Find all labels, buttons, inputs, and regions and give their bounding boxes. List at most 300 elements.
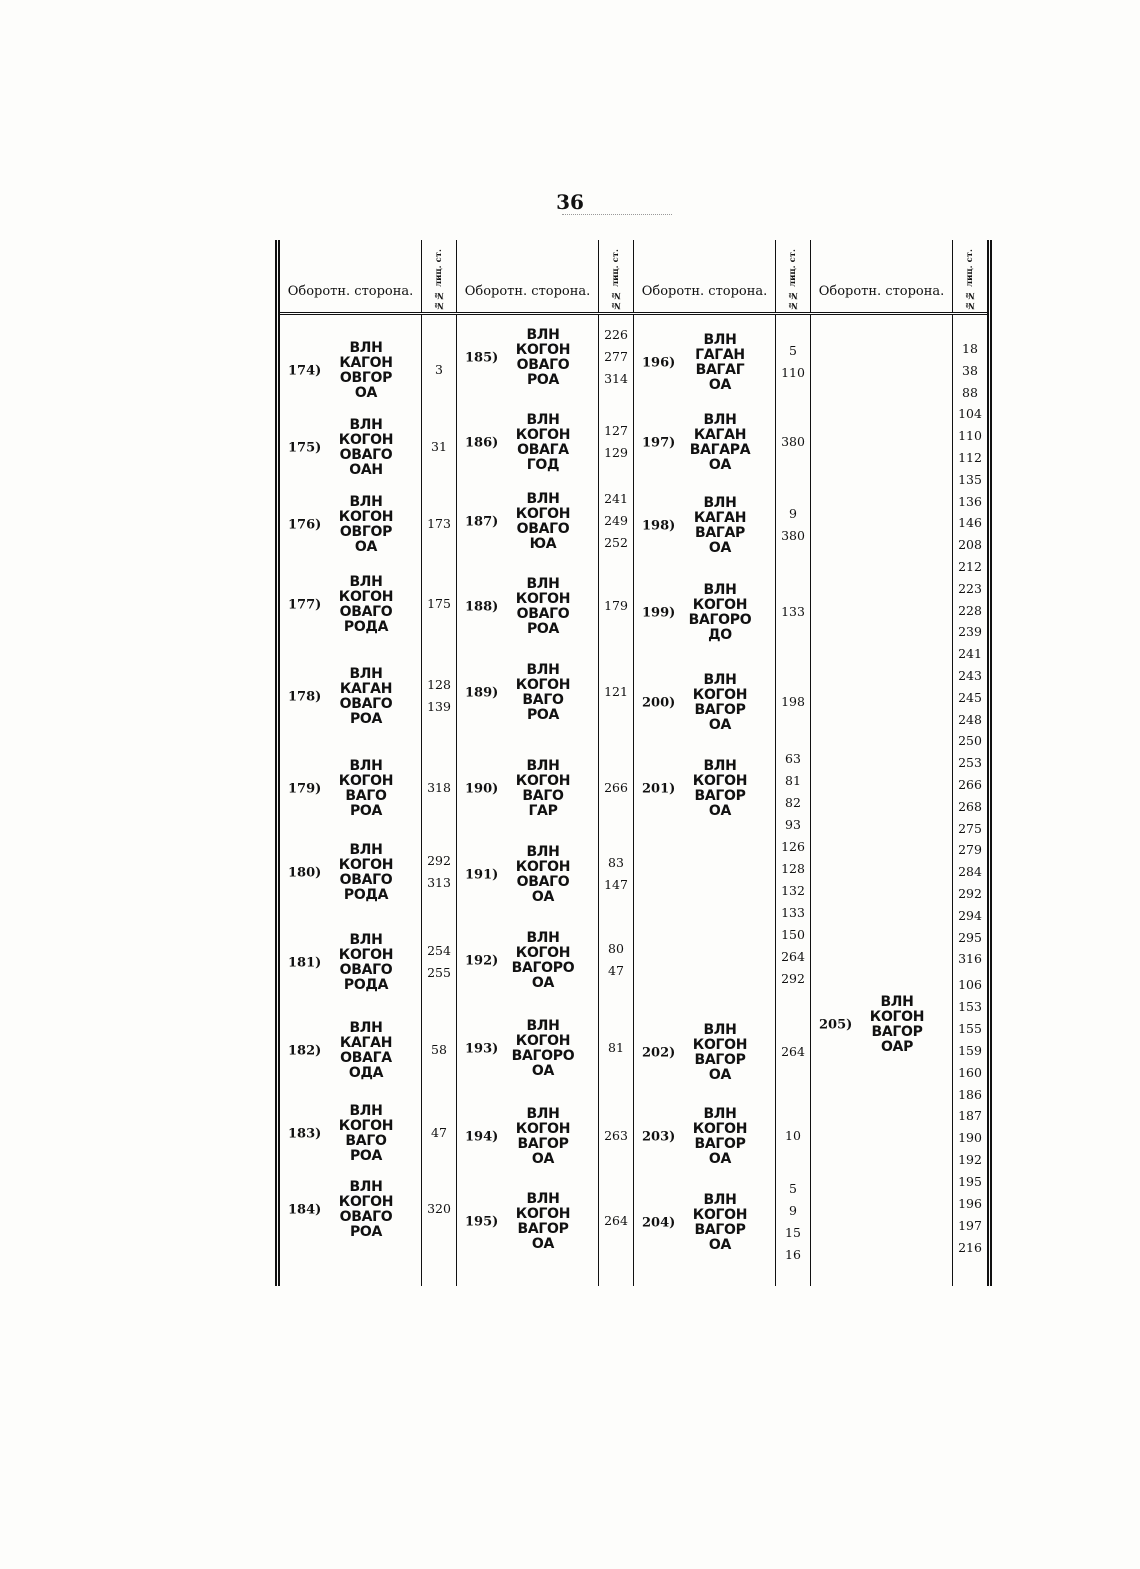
obverse-number: 190 <box>958 1130 982 1146</box>
entry-number: 177) <box>288 597 322 613</box>
obverse-number: 196 <box>958 1196 982 1211</box>
obverse-number: 277 <box>604 349 628 364</box>
legend-glyphs <box>678 673 762 733</box>
page-number-rule <box>562 214 672 215</box>
entry-number: 175) <box>288 440 322 456</box>
legend-line: ОВАГА <box>340 1050 392 1066</box>
side-column-3 <box>634 314 776 1287</box>
legend-line: ВАГО <box>522 692 564 708</box>
legend-line: КОГОН <box>338 432 394 448</box>
obverse-number: 279 <box>958 842 982 858</box>
legend-line: ОВАГО <box>516 521 570 537</box>
legend-glyphs <box>324 495 408 555</box>
obverse-number: 15 <box>785 1225 801 1240</box>
obverse-number: 313 <box>427 875 451 890</box>
legend-line: ВАГО <box>345 1133 387 1149</box>
entry-number: 197) <box>642 435 676 451</box>
obverse-number: 47 <box>608 963 624 978</box>
legend-line: КОГОН <box>338 1194 394 1210</box>
legend-line: ВАГОР <box>694 788 746 804</box>
entry-number: 199) <box>642 605 676 621</box>
legend-line: ВЛН <box>349 417 383 433</box>
legend-line: КОГОН <box>515 591 571 607</box>
obverse-number: 81 <box>785 773 801 788</box>
legend-line: ОВАГО <box>339 604 393 620</box>
legend-line: ВАГОР <box>517 1136 569 1152</box>
legend-line: ВЛН <box>703 582 737 598</box>
legend-line: ВЛН <box>349 666 383 682</box>
legend-line: ОАН <box>349 462 383 478</box>
legend-line: ВЛН <box>703 1192 737 1208</box>
obverse-number: 104 <box>958 406 982 422</box>
legend-line: ВЛН <box>880 994 914 1010</box>
legend-line: РОА <box>349 1148 383 1164</box>
legend-line: ВАГАРА <box>689 442 751 458</box>
header-side-col-2 <box>457 240 599 314</box>
obverse-number: 216 <box>958 1239 982 1255</box>
obverse-number: 320 <box>427 1201 451 1216</box>
entry-number: 202) <box>642 1045 676 1061</box>
entry-number: 184) <box>288 1202 322 1218</box>
legend-line: РОА <box>526 707 560 723</box>
legend-glyphs <box>501 663 585 723</box>
header-nr-col-1 <box>422 240 457 314</box>
legend-line: ВЛН <box>349 1020 383 1036</box>
obverse-number: 82 <box>785 795 801 810</box>
legend-line: ВАГОР <box>517 1221 569 1237</box>
obverse-number: 186 <box>958 1086 982 1102</box>
obverse-number: 195 <box>958 1174 982 1190</box>
obverse-number: 127 <box>604 423 628 438</box>
legend-glyphs <box>324 1180 408 1240</box>
legend-line: ОА <box>531 889 555 905</box>
legend-line: ВЛН <box>526 491 560 507</box>
obverse-number: 80 <box>608 941 624 956</box>
legend-line: КОГОН <box>515 342 571 358</box>
obverse-number: 292 <box>427 853 451 868</box>
obverse-number: 253 <box>958 755 982 771</box>
entry-number: 195) <box>465 1214 499 1230</box>
legend-line: ВЛН <box>526 758 560 774</box>
obverse-number: 292 <box>958 886 982 901</box>
legend-glyphs <box>501 1019 585 1079</box>
obverse-number: 380 <box>781 434 805 449</box>
obverse-number: 264 <box>781 949 805 964</box>
entry-number: 178) <box>288 689 322 705</box>
legend-glyphs <box>678 333 762 393</box>
obverse-number: 243 <box>958 668 982 683</box>
obverse-number: 241 <box>958 646 982 662</box>
header-nr-col-3 <box>776 240 811 314</box>
legend-line: ОА <box>354 539 378 555</box>
legend-line: ОА <box>708 803 732 819</box>
entry-number: 185) <box>465 350 499 366</box>
obverse-number: 110 <box>781 365 805 380</box>
legend-line: РОА <box>349 1224 383 1240</box>
entry-number: 198) <box>642 518 676 534</box>
obverse-number: 264 <box>604 1213 628 1228</box>
header-nr-label: №№ лиц. ст. <box>965 248 975 310</box>
legend-line: КАГАН <box>339 1035 393 1051</box>
obverse-number: 284 <box>958 864 982 880</box>
obverse-number: 223 <box>958 580 982 596</box>
legend-glyphs <box>678 496 762 556</box>
obverse-number: 135 <box>958 471 982 487</box>
legend-line: ВАГОР <box>694 1052 746 1068</box>
legend-line: РОА <box>526 621 560 637</box>
obverse-number: 128 <box>427 677 451 692</box>
header-side-label: Оборотн. сторона. <box>287 283 414 299</box>
legend-glyphs <box>501 931 585 991</box>
legend-line: КОГОН <box>515 773 571 789</box>
legend-line: ДО <box>708 627 732 643</box>
legend-line: ОВАГА <box>517 442 569 458</box>
legend-line: РОА <box>526 372 560 388</box>
header-side-label: Оборотн. сторона. <box>464 283 591 299</box>
obverse-number: 275 <box>958 820 982 836</box>
legend-line: КОГОН <box>515 1206 571 1222</box>
legend-line: ВЛН <box>526 844 560 860</box>
legend-line: ВЛН <box>349 1179 383 1195</box>
legend-line: ВЛН <box>526 576 560 592</box>
header-side-label: Оборотн. сторона. <box>641 283 768 299</box>
legend-glyphs <box>501 759 585 819</box>
legend-line: ВАГОР <box>694 702 746 718</box>
nr-column-3 <box>776 314 811 1287</box>
obverse-number: 112 <box>958 450 982 465</box>
legend-line: КОГОН <box>338 1118 394 1134</box>
legend-line: ВЛН <box>703 495 737 511</box>
entry-number: 176) <box>288 517 322 533</box>
legend-line: ОВГОР <box>339 524 393 540</box>
legend-line: КОГОН <box>338 589 394 605</box>
legend-line: ВЛН <box>349 494 383 510</box>
legend-line: КОГОН <box>515 506 571 522</box>
obverse-number: 241 <box>604 491 628 506</box>
header-nr-col-2 <box>599 240 634 314</box>
obverse-number: 18 <box>962 341 978 356</box>
legend-glyphs <box>855 995 939 1055</box>
legend-line: КАГАН <box>693 427 747 443</box>
legend-line: КОГОН <box>515 677 571 693</box>
header-side-col-3 <box>634 240 776 314</box>
obverse-number: 212 <box>958 559 982 574</box>
legend-line: ВЛН <box>349 758 383 774</box>
legend-line: КОГОН <box>338 773 394 789</box>
entry-number: 180) <box>288 865 322 881</box>
obverse-number: 239 <box>958 624 982 640</box>
legend-line: ВАГОР <box>694 1222 746 1238</box>
obverse-number: 38 <box>962 362 978 378</box>
legend-line: РОА <box>349 803 383 819</box>
legend-glyphs <box>324 1104 408 1164</box>
legend-line: ВАГАР <box>694 525 746 541</box>
obverse-number: 292 <box>781 971 805 986</box>
legend-line: ОА <box>531 1063 555 1079</box>
legend-glyphs <box>501 1192 585 1252</box>
legend-line: ОВАГО <box>339 447 393 463</box>
obverse-number: 136 <box>958 493 982 509</box>
entry-number: 200) <box>642 695 676 711</box>
legend-line: ОА <box>708 540 732 556</box>
obverse-number: 88 <box>962 384 978 400</box>
legend-line: ВЛН <box>349 1103 383 1119</box>
entry-number: 174) <box>288 363 322 379</box>
obverse-number: 16 <box>785 1247 801 1262</box>
legend-line: ОАР <box>880 1039 914 1055</box>
legend-line: ОА <box>708 1151 732 1167</box>
legend-line: ВАГАГ <box>695 362 745 378</box>
entry-number: 191) <box>465 867 499 883</box>
legend-line: ОА <box>354 385 378 401</box>
legend-line: ВЛН <box>526 662 560 678</box>
legend-line: ВЛН <box>349 842 383 858</box>
obverse-number: 83 <box>608 855 624 870</box>
obverse-number: 255 <box>427 965 451 980</box>
obverse-number: 31 <box>431 439 447 454</box>
obverse-number: 175 <box>427 596 451 611</box>
legend-line: КАГОН <box>339 355 393 371</box>
legend-glyphs <box>324 418 408 478</box>
legend-line: ВЛН <box>703 672 737 688</box>
entry-number: 179) <box>288 781 322 797</box>
legend-glyphs <box>678 1023 762 1083</box>
legend-glyphs <box>678 413 762 473</box>
entry-number: 182) <box>288 1043 322 1059</box>
header-side-col-1 <box>278 240 422 314</box>
legend-line: ОВАГО <box>339 696 393 712</box>
legend-glyphs <box>501 328 585 388</box>
obverse-number: 153 <box>958 998 982 1014</box>
legend-line: ГОД <box>526 457 560 473</box>
legend-line: ВЛН <box>526 1018 560 1034</box>
obverse-number: 159 <box>958 1042 982 1058</box>
legend-line: КОГОН <box>515 1121 571 1137</box>
legend-glyphs <box>501 577 585 637</box>
legend-line: ЮА <box>529 536 557 552</box>
obverse-number: 139 <box>427 699 451 714</box>
obverse-number: 93 <box>785 817 801 832</box>
legend-line: ВАГОРО <box>688 612 752 628</box>
legend-line: ОА <box>708 377 732 393</box>
obverse-number: 294 <box>958 907 982 923</box>
obverse-number: 160 <box>958 1064 982 1080</box>
legend-line: ВАГОРО <box>511 1048 575 1064</box>
obverse-number: 266 <box>958 777 982 792</box>
legend-line: ОА <box>708 1067 732 1083</box>
legend-line: ВАГОР <box>871 1024 923 1040</box>
obverse-number: 226 <box>604 327 628 342</box>
legend-line: КОГОН <box>515 859 571 875</box>
header-nr-label: №№ лиц. ст. <box>434 248 444 310</box>
legend-glyphs <box>324 667 408 727</box>
legend-line: ВАГОРО <box>511 960 575 976</box>
obverse-number: 249 <box>604 513 628 528</box>
side-column-1 <box>278 314 422 1287</box>
legend-line: ОВГОР <box>339 370 393 386</box>
header-nr-col-4 <box>953 240 990 314</box>
side-column-2 <box>457 314 599 1287</box>
obverse-number: 248 <box>958 711 982 727</box>
legend-line: ГАГАН <box>695 347 745 363</box>
legend-line: КОГОН <box>692 1207 748 1223</box>
legend-glyphs <box>501 845 585 905</box>
legend-glyphs <box>324 1021 408 1081</box>
legend-line: КОГОН <box>338 509 394 525</box>
legend-line: РОДА <box>343 977 389 993</box>
obverse-number: 147 <box>604 877 628 892</box>
legend-line: ОВАГО <box>339 1209 393 1225</box>
legend-line: ВЛН <box>526 412 560 428</box>
legend-line: РОДА <box>343 619 389 635</box>
obverse-number: 106 <box>958 977 982 992</box>
legend-line: ОА <box>708 1237 732 1253</box>
obverse-number: 314 <box>604 371 628 386</box>
legend-line: ВЛН <box>703 758 737 774</box>
obverse-number: 245 <box>958 689 982 705</box>
legend-line: КОГОН <box>338 947 394 963</box>
legend-line: ВЛН <box>703 412 737 428</box>
entry-number: 189) <box>465 685 499 701</box>
obverse-number: 3 <box>435 362 443 377</box>
legend-line: ВАГОР <box>694 1136 746 1152</box>
page-number: 36 <box>556 190 584 214</box>
entry-number: 201) <box>642 781 676 797</box>
legend-line: ОВАГО <box>516 357 570 373</box>
legend-glyphs <box>678 759 762 819</box>
obverse-number: 5 <box>789 1181 797 1196</box>
legend-line: КОГОН <box>692 597 748 613</box>
legend-line: ОА <box>531 975 555 991</box>
legend-line: ОА <box>531 1151 555 1167</box>
legend-line: ОВАГО <box>339 962 393 978</box>
legend-line: КОГОН <box>515 1033 571 1049</box>
legend-line: ОА <box>531 1236 555 1252</box>
entry-number: 186) <box>465 435 499 451</box>
entry-number: 204) <box>642 1215 676 1231</box>
legend-line: ВЛН <box>703 1022 737 1038</box>
legend-line: ВЛН <box>703 1106 737 1122</box>
legend-line: КОГОН <box>515 427 571 443</box>
legend-line: ГАР <box>528 803 558 819</box>
header-side-col-4 <box>811 240 953 314</box>
nr-column-4 <box>953 314 990 1287</box>
obverse-number: 179 <box>604 598 628 613</box>
obverse-number: 208 <box>958 537 982 553</box>
legend-line: КОГОН <box>515 945 571 961</box>
obverse-number: 318 <box>427 780 451 795</box>
nr-column-1 <box>422 314 457 1287</box>
legend-line: ВАГО <box>522 788 564 804</box>
side-column-4 <box>811 314 953 1287</box>
legend-line: РОА <box>349 711 383 727</box>
legend-glyphs <box>501 1107 585 1167</box>
entry-number: 181) <box>288 955 322 971</box>
obverse-number: 155 <box>958 1020 982 1036</box>
legend-glyphs <box>678 1107 762 1167</box>
legend-line: КАГАН <box>339 681 393 697</box>
legend-line: ОВАГО <box>516 606 570 622</box>
obverse-number: 380 <box>781 528 805 543</box>
obverse-number: 5 <box>789 343 797 358</box>
legend-glyphs <box>678 583 762 643</box>
legend-glyphs <box>324 759 408 819</box>
obverse-number: 263 <box>604 1128 628 1143</box>
obverse-number: 254 <box>427 943 451 958</box>
legend-line: ОА <box>708 457 732 473</box>
legend-line: ОВАГО <box>339 872 393 888</box>
obverse-number: 146 <box>958 515 982 531</box>
legend-line: ВЛН <box>526 930 560 946</box>
legend-line: ВЛН <box>526 327 560 343</box>
obverse-number: 295 <box>958 929 982 945</box>
obverse-number: 81 <box>608 1040 624 1055</box>
obverse-number: 121 <box>604 684 628 699</box>
legend-line: КАГАН <box>693 510 747 526</box>
entry-number: 187) <box>465 514 499 530</box>
entry-number: 203) <box>642 1129 676 1145</box>
obverse-number: 316 <box>958 951 982 967</box>
obverse-number: 128 <box>781 861 805 876</box>
legend-line: КОГОН <box>692 687 748 703</box>
obverse-number: 187 <box>958 1108 982 1124</box>
obverse-number: 10 <box>785 1128 801 1143</box>
obverse-number: 63 <box>785 751 801 766</box>
obverse-number: 266 <box>604 780 628 795</box>
header-nr-label: №№ лиц. ст. <box>611 248 621 310</box>
header-side-label: Оборотн. сторона. <box>818 283 945 299</box>
obverse-number: 150 <box>781 927 805 942</box>
legend-glyphs <box>324 843 408 903</box>
obverse-number: 58 <box>431 1042 447 1057</box>
legend-line: КОГОН <box>692 1121 748 1137</box>
legend-line: ВЛН <box>349 932 383 948</box>
entry-number: 193) <box>465 1041 499 1057</box>
obverse-number: 47 <box>431 1125 447 1140</box>
obverse-number: 9 <box>789 506 797 521</box>
entry-number: 183) <box>288 1126 322 1142</box>
legend-line: ОДА <box>348 1065 384 1081</box>
legend-glyphs <box>324 575 408 635</box>
obverse-number: 9 <box>789 1203 797 1218</box>
legend-line: ВАГО <box>345 788 387 804</box>
legend-line: ОВАГО <box>516 874 570 890</box>
coin-legend-table <box>275 240 992 1286</box>
entry-number: 192) <box>465 953 499 969</box>
entry-number: 188) <box>465 599 499 615</box>
obverse-number: 252 <box>604 535 628 550</box>
obverse-number: 250 <box>958 733 982 749</box>
nr-column-2 <box>599 314 634 1287</box>
obverse-number: 133 <box>781 905 805 920</box>
obverse-number: 197 <box>958 1217 982 1233</box>
legend-glyphs <box>324 933 408 993</box>
obverse-number: 129 <box>604 445 628 460</box>
legend-glyphs <box>324 341 408 401</box>
entry-number: 194) <box>465 1129 499 1145</box>
legend-glyphs <box>501 492 585 552</box>
legend-line: ОА <box>708 717 732 733</box>
obverse-number: 126 <box>781 839 805 854</box>
obverse-number: 133 <box>781 604 805 619</box>
legend-line: КОГОН <box>692 1037 748 1053</box>
entry-number: 196) <box>642 355 676 371</box>
obverse-number: 268 <box>958 798 982 814</box>
obverse-number: 198 <box>781 694 805 709</box>
legend-line: КОГОН <box>869 1009 925 1025</box>
legend-line: ВЛН <box>526 1106 560 1122</box>
obverse-number: 173 <box>427 516 451 531</box>
